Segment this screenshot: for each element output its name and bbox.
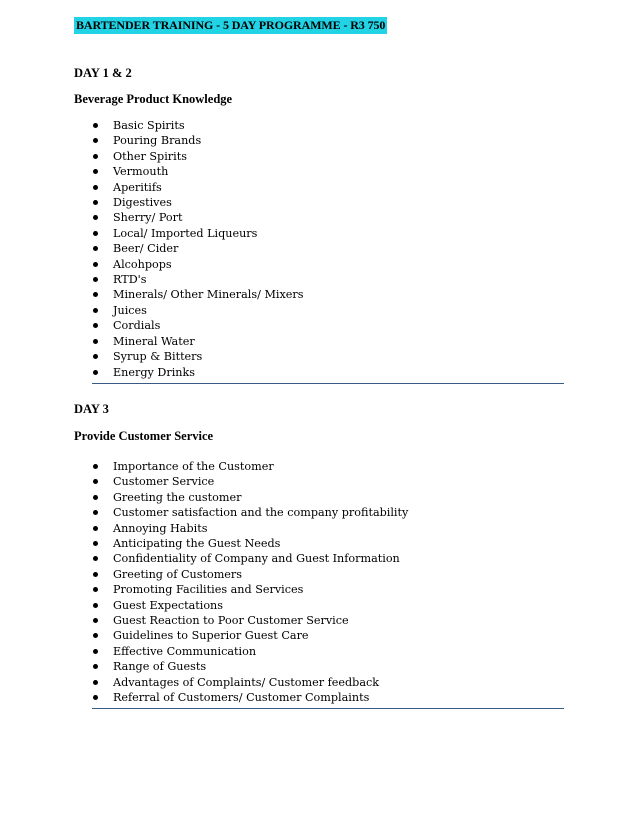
list-item: Syrup & Bitters	[93, 349, 304, 364]
section-1-subheading: Beverage Product Knowledge	[74, 92, 233, 106]
document-title: BARTENDER TRAINING - 5 DAY PROGRAMME - R3 750	[76, 18, 386, 32]
list-item: Local/ Imported Liqueurs	[93, 226, 304, 241]
list-item: Energy Drinks	[93, 365, 304, 380]
list-item: Greeting of Customers	[93, 567, 408, 582]
list-item: Other Spirits	[93, 149, 304, 164]
section-1-day-heading: DAY 1 & 2	[74, 66, 132, 80]
list-item: Effective Communication	[93, 644, 408, 659]
list-item: Sherry/ Port	[93, 210, 304, 225]
list-item: Basic Spirits	[93, 118, 304, 133]
list-item: Referral of Customers/ Customer Complaints	[93, 690, 408, 705]
section-divider	[92, 708, 564, 709]
list-item: Customer Service	[93, 474, 408, 489]
list-item: Digestives	[93, 195, 304, 210]
list-item: Customer satisfaction and the company profitability	[93, 505, 408, 520]
list-item: Guidelines to Superior Guest Care	[93, 628, 408, 643]
section-divider	[92, 383, 564, 384]
list-item: Pouring Brands	[93, 133, 304, 148]
list-item: Alcohpops	[93, 257, 304, 272]
list-item: Cordials	[93, 318, 304, 333]
list-item: Anticipating the Guest Needs	[93, 536, 408, 551]
list-item: Guest Expectations	[93, 598, 408, 613]
section-2-day-heading: DAY 3	[74, 402, 109, 416]
list-item: Greeting the customer	[93, 490, 408, 505]
section-2-subheading: Provide Customer Service	[74, 429, 214, 443]
list-item: Guest Reaction to Poor Customer Service	[93, 613, 408, 628]
list-item: Promoting Facilities and Services	[93, 582, 408, 597]
list-item: Range of Guests	[93, 659, 408, 674]
list-item: Annoying Habits	[93, 521, 408, 536]
list-item: Confidentiality of Company and Guest Information	[93, 551, 408, 566]
list-item: Vermouth	[93, 164, 304, 179]
list-item: Advantages of Complaints/ Customer feedback	[93, 675, 408, 690]
list-item: Juices	[93, 303, 304, 318]
section-2-item-list	[93, 459, 408, 706]
section-1-item-list	[93, 118, 304, 380]
list-item: Beer/ Cider	[93, 241, 304, 256]
list-item: RTD's	[93, 272, 304, 287]
list-item: Aperitifs	[93, 180, 304, 195]
list-item: Minerals/ Other Minerals/ Mixers	[93, 287, 304, 302]
list-item: Importance of the Customer	[93, 459, 408, 474]
list-item: Mineral Water	[93, 334, 304, 349]
